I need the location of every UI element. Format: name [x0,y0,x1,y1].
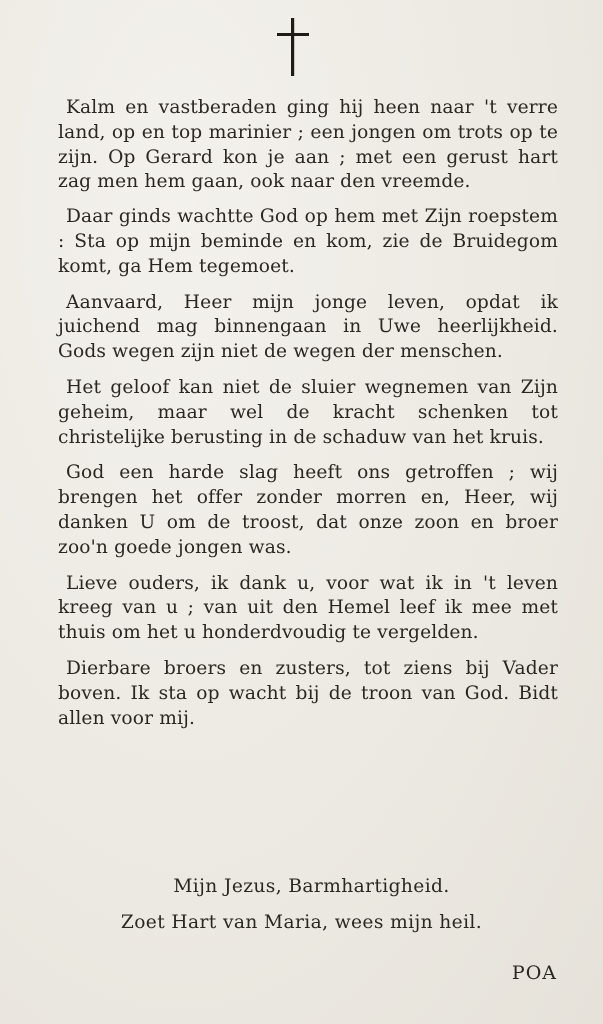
paragraph-3: Aanvaard, Heer mijn jonge leven, opdat ik juichend mag binnengaan in Uwe heerlijkheid. Gods wegen zijn niet de wegen der menschen. [58,291,558,363]
printer-code: POA [511,962,557,984]
paragraph-7: Dierbare broers en zusters, tot ziens bij Vader boven. Ik sta op wacht bij de troon van God. Bidt allen voor mij. [58,657,558,729]
cross-icon [271,16,315,78]
paragraph-4: Het geloof kan niet de sluier wegnemen van Zijn geheim, maar wel de kracht schenken tot christelijke berusting in de schaduw van het kruis. [58,376,558,448]
paragraph-2: Daar ginds wachtte God op hem met Zijn roepstem : Sta op mijn beminde en kom, zie de Bruidegom komt, ga Hem tegemoet. [58,206,558,277]
paragraph-1: Kalm en vastberaden ging hij heen naar 't verre land, op en top marinier ; een jongen om trots op te zijn. Op Gerard kon je aan ; met een gerust hart zag men hem gaan, ook naar den vreemde. [58,97,558,193]
prayer-text [58,96,558,742]
paragraph-6: Lieve ouders, ik dank u, voor wat ik in 't leven kreeg van u ; van uit den Hemel leef ik mee met thuis om het u honderdvoudig te vergelden. [58,572,558,644]
paragraph-5: God een harde slag heeft ons getroffen ; wij brengen het offer zonder morren en, Heer, wij danken U om de troost, dat onze zoon en broer zoo'n goede jongen was. [58,462,558,558]
closing-line-1: Mijn Jezus, Barmhartigheid. [173,876,450,897]
closing-line-2: Zoet Hart van Maria, wees mijn heil. [120,912,483,933]
